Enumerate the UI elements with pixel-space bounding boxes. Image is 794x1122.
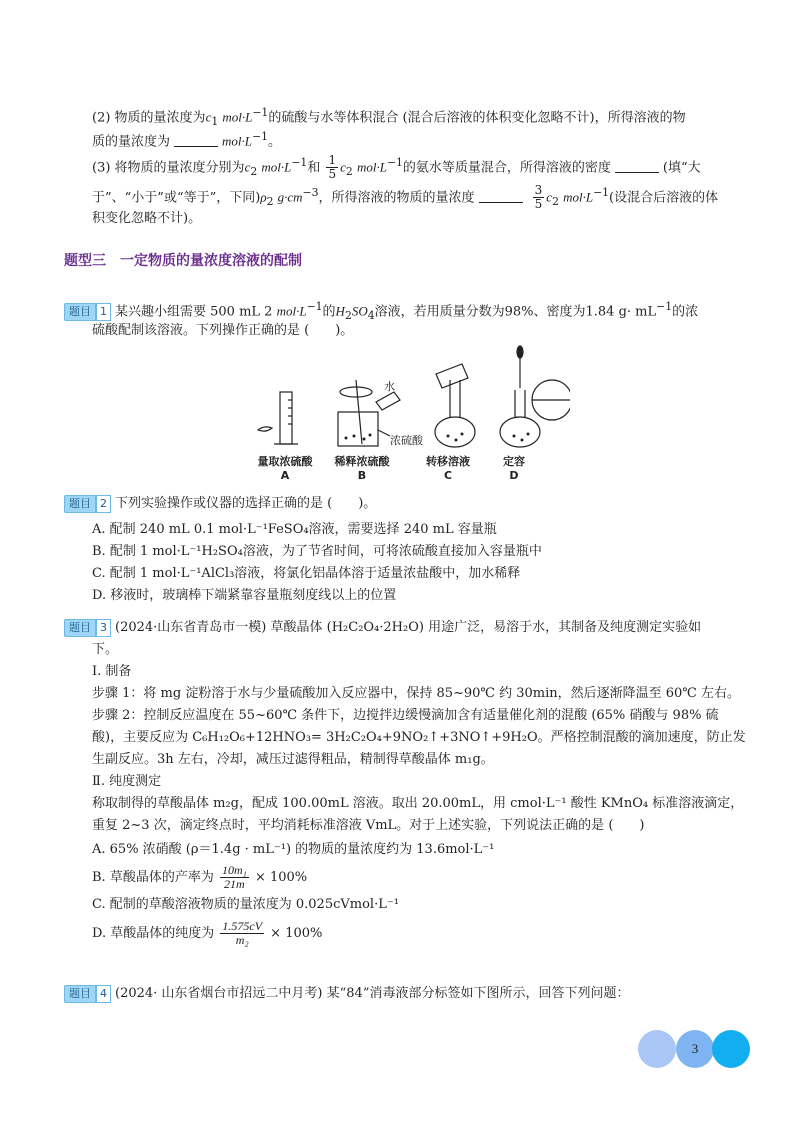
letter-d: D xyxy=(509,469,519,482)
question-tag: 题目 xyxy=(64,985,96,1003)
question-3-option-d: D. 草酸晶体的纯度为 $\frac{1.575cV}{\text{m₂}}$ × 100% xyxy=(92,919,323,947)
question-3-line1: 题目 3 (2024·山东省青岛市一模) 草酸晶体 (H₂C₂O₄·2H₂O) 用途广泛，易溶于水，其制备及纯度测定实验如 xyxy=(64,617,724,639)
acid-label: 浓硫酸 xyxy=(390,434,423,447)
question-3-titration-1: 称取制得的草酸晶体 m₂g，配成 100.00mL 溶液。取出 20.00mL，用 cmol·L⁻¹ 酸性 KMnO₄ 标准溶液滴定， xyxy=(92,796,744,811)
question-1-line1: 题目 1 某兴趣小组需要 500 mL 2 $mol\cdot L^{-1}$的$H_2SO_4$溶液，若用质量分数为98%、密度为1.84 $g\cdot mL^{-1}$的浓 xyxy=(64,296,724,327)
sub-question-3-line2: 于”、“小于”或“等于”，下同)$\rho_2$ $g\cdot cm^{-3}$，所得溶液的物质的量浓度 $\frac{3}{5}$ $c_2$ $mol\cdot L^{-1}$(设混合后溶液的体 xyxy=(92,183,719,212)
caption-c: 转移溶液 xyxy=(426,455,470,468)
volumetric-flask-d xyxy=(500,417,540,447)
sub-question-3-line3: 积变化忽略不计)。 xyxy=(92,211,202,226)
question-2-option-a: A. 配制 240 mL 0.1 mol·L⁻¹FeSO₄溶液，需要选择 240 mL 容量瓶 xyxy=(92,522,497,537)
question-3-line2: 下。 xyxy=(92,642,119,657)
question-1-line2: 硫酸配制该溶液。下列操作正确的是 ( )。 xyxy=(92,323,354,338)
question-2-option-c: C. 配制 1 mol·L⁻¹AlCl₃溶液，将氯化铝晶体溶于适量浓盐酸中，加水稀释 xyxy=(92,566,521,581)
sub-question-2-line1: (2) 物质的量浓度为$c_1$ $mol\cdot L^{-1}$的硫酸与水等体积混合 (混合后溶液的体积变化忽略不计)，所得溶液的物 xyxy=(92,106,686,128)
caption-b: 稀释浓硫酸 xyxy=(334,455,390,468)
letter-b: B xyxy=(357,469,367,482)
question-tag: 题目 xyxy=(64,619,96,637)
question-tag: 题目 xyxy=(64,495,96,513)
caption-d: 定容 xyxy=(503,455,525,468)
pouring-beaker xyxy=(436,364,468,388)
question-3-heading-1: Ⅰ. 制备 xyxy=(92,664,132,679)
question-2-option-b: B. 配制 1 mol·L⁻¹H₂SO₄溶液，为了节省时间，可将浓硫酸直接加入容量瓶中 xyxy=(92,544,542,559)
letter-a: A xyxy=(280,469,290,482)
section-title: 题型三 一定物质的量浓度溶液的配制 xyxy=(64,253,302,269)
question-2-stem: 题目 2 下列实验操作或仪器的选择正确的是 ( )。 xyxy=(64,493,724,515)
question-3-step-2b: 酸)，主要反应为 C₆H₁₂O₆+12HNO₃= 3H₂C₂O₄+9NO₂↑+3NO↑+9H₂O。严格控制混酸的滴加速度，防止发 xyxy=(92,730,746,745)
purity-fraction: $\frac{1.575cV}{\text{m₂}}$ xyxy=(222,919,263,947)
fraction-three-fifths: $\frac{3}{5}$ xyxy=(534,183,543,212)
eye-icon xyxy=(258,427,272,431)
water-bottle xyxy=(376,392,400,410)
question-4-line1: 题目 4 (2024· 山东省烟台市招远二中月考) 某“84”消毒液部分标签如下图所示，回答下列问题： xyxy=(64,983,724,1005)
caption-a: 量取浓硫酸 xyxy=(257,455,313,468)
beaker xyxy=(338,412,378,446)
water-label: 水 xyxy=(384,380,395,393)
decor-circle-1 xyxy=(638,1030,676,1068)
page-number: 3 xyxy=(691,1041,699,1056)
question-tag: 题目 xyxy=(64,303,96,321)
question-2-option-d: D. 移液时，玻璃棒下端紧靠容量瓶刻度线以上的位置 xyxy=(92,588,397,603)
decor-circle-3 xyxy=(712,1030,750,1068)
lab-apparatus-figure xyxy=(250,340,570,485)
fraction-one-fifth: $\frac{1}{5}$ xyxy=(328,153,337,182)
yield-fraction: $\frac{\text{10m₁}}{21m}$ xyxy=(221,863,247,891)
volumetric-flask xyxy=(435,417,475,447)
question-number: 4 xyxy=(96,985,111,1003)
question-3-step-1: 步骤 1：将 mg 淀粉溶于水与少量硫酸加入反应器中，保持 85~90℃ 约 30min，然后逐渐降温至 60℃ 左右。 xyxy=(92,686,740,701)
question-number: 3 xyxy=(96,619,111,637)
question-3-heading-2: Ⅱ. 纯度测定 xyxy=(92,774,162,789)
question-3-step-2a: 步骤 2：控制反应温度在 55~60℃ 条件下，边搅拌边缓慢滴加含有适量催化剂的混酸 (65% 硝酸与 98% 硫 xyxy=(92,708,719,723)
answer-blank xyxy=(615,158,659,173)
question-3-option-a: A. 65% 浓硝酸 (ρ＝1.4g · mL⁻¹) 的物质的量浓度约为 13.6mol·L⁻¹ xyxy=(92,842,495,857)
question-3-option-c: C. 配制的草酸溶液物质的量浓度为 0.025cVmol·L⁻¹ xyxy=(92,897,399,912)
question-3-titration-2: 重复 2~3 次，滴定终点时，平均消耗标准溶液 VmL。对于上述实验，下列说法正确的是 ( ) xyxy=(92,818,645,833)
question-number: 2 xyxy=(96,495,111,513)
question-3-step-2c: 生副反应。3h 左右，冷却，减压过滤得粗品，精制得草酸晶体 m₁g。 xyxy=(92,752,494,767)
sub-question-3-line1: (3) 将物质的量浓度分别为$c_2$ $mol\cdot L^{-1}$和 $\frac{1}{5}$ $c_2$ $mol\cdot L^{-1}$的氨水等质量混合，所得溶液的密度 (填“大 xyxy=(92,153,701,182)
question-3-option-b: B. 草酸晶体的产率为 $\frac{\text{10m₁}}{21m}$ × 100% xyxy=(92,863,308,891)
question-number: 1 xyxy=(96,303,111,321)
letter-c: C xyxy=(443,469,453,482)
answer-blank xyxy=(479,188,523,203)
answer-blank xyxy=(174,132,218,147)
sub-question-2-line2: 质的量浓度为 $mol\cdot L^{-1}$。 xyxy=(92,130,281,150)
